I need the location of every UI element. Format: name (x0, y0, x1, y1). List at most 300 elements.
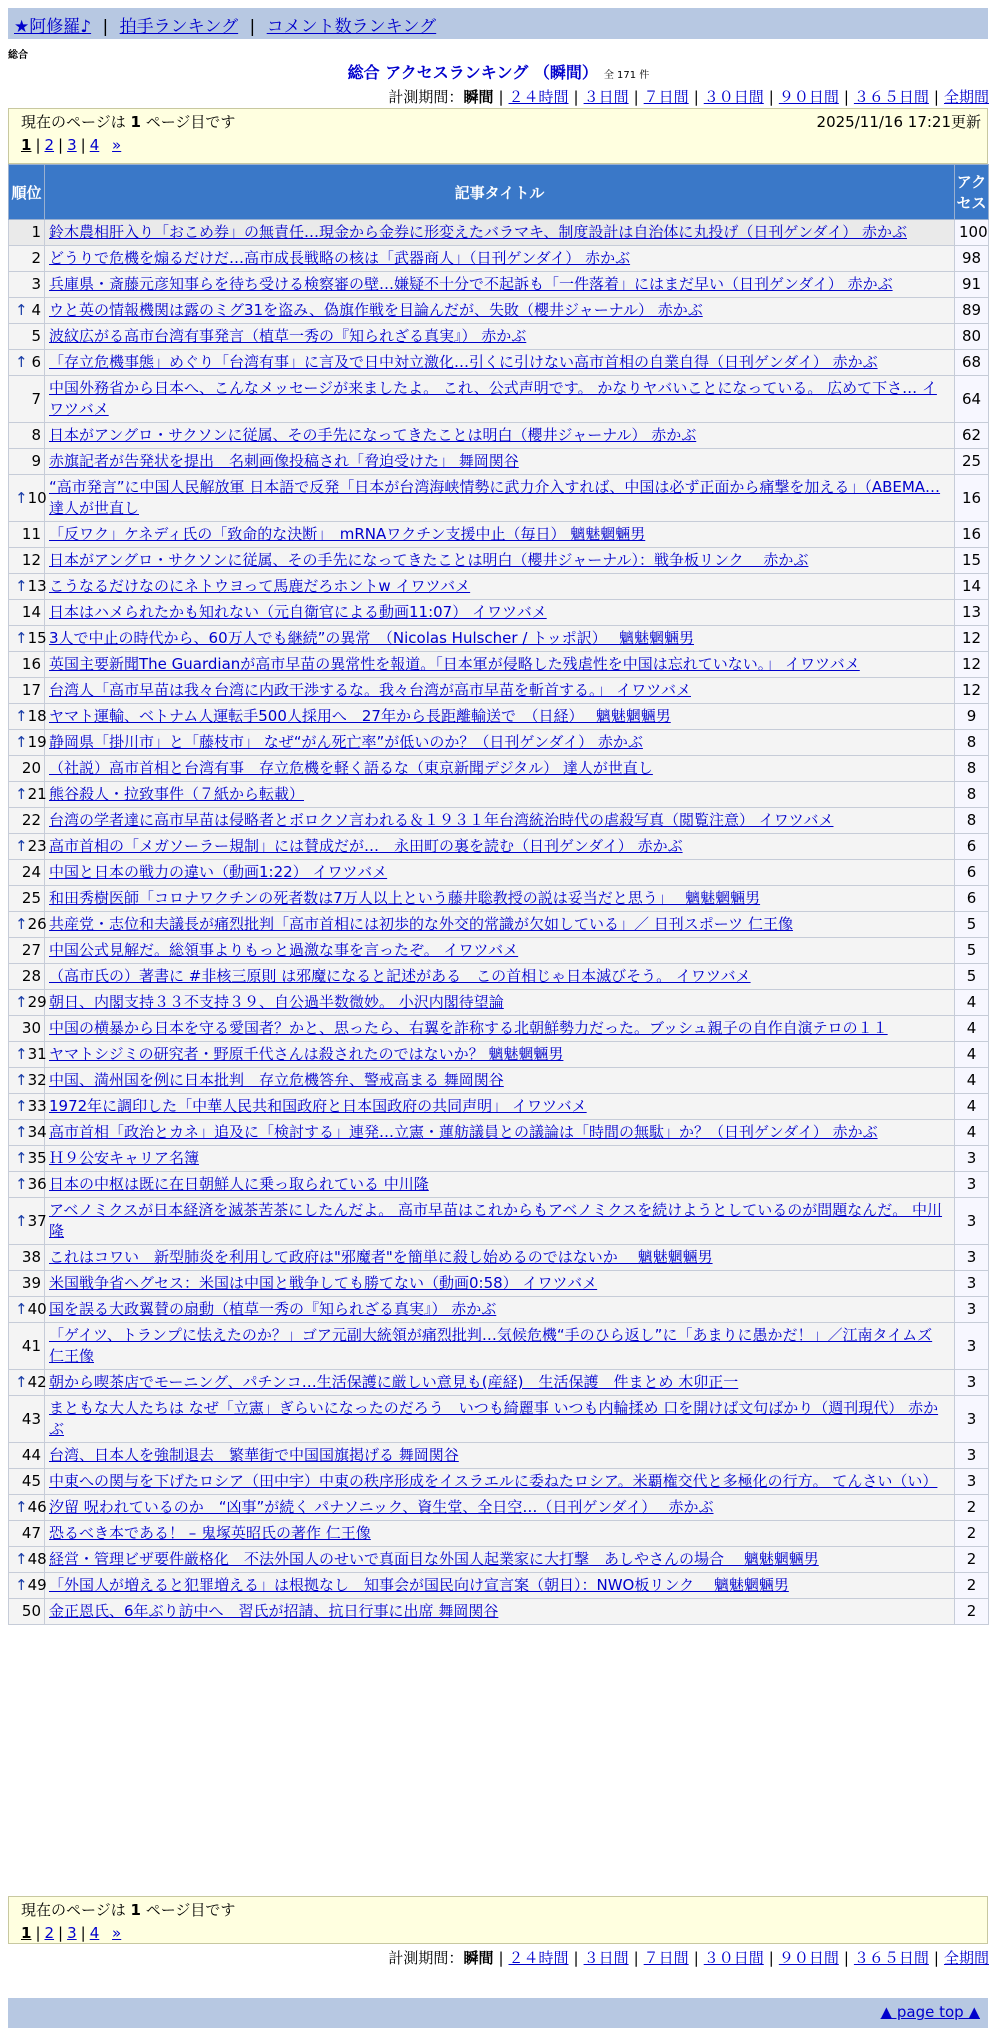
title-cell (45, 1573, 955, 1599)
title-cell (45, 834, 955, 860)
access-count: 8 (955, 782, 989, 808)
title-cell (45, 350, 955, 376)
period-option-link[interactable]: ３０日間 (703, 1949, 764, 1967)
article-title-link[interactable]: 国を誤る大政翼賛の扇動（植草一秀の『知られざる真実』） 赤かぶ (49, 1300, 497, 1318)
page-link[interactable]: 2 (44, 136, 55, 154)
next-page-link[interactable]: » (112, 1924, 122, 1942)
page-link[interactable]: 3 (67, 1924, 77, 1942)
bottom-bar (8, 1998, 988, 2028)
rank-number: 9 (31, 452, 41, 470)
page-separator: | (80, 1924, 86, 1942)
title-cell (45, 1521, 955, 1547)
rank-up-arrow-icon: ↑ (15, 785, 28, 803)
article-title-link[interactable]: 金正恩氏、6年ぶり訪中へ 習氏が招請、抗日行事に出席 舞岡関谷 (49, 1602, 499, 1620)
article-title-link[interactable]: 中東への関与を下げたロシア（田中宇）中東の秩序形成をイスラエルに委ねたロシア。米覇権交代と多極化の行方。 てんさい（い） (49, 1472, 938, 1490)
article-title-link[interactable]: 日本はハメられたかも知れない（元自衛官による動画11:07） イワツバメ (49, 603, 547, 621)
rank-cell (9, 990, 45, 1016)
rank-cell (9, 298, 45, 324)
rank-number: 1 (31, 223, 41, 241)
period-label: 計測期間： (388, 1949, 464, 1967)
article-title-link[interactable]: （社説）高市首相と台湾有事 存立危機を軽く語るな（東京新聞デジタル） 達人が世直し (49, 759, 653, 777)
article-title-link[interactable]: 「外国人が増えると犯罪増える」は根拠なし 知事会が国民向け宣言案（朝日）：NWO板リンク 魑魅魍魎男 (49, 1576, 789, 1594)
table-row (9, 298, 989, 324)
period-separator: | (498, 88, 504, 106)
page-top-link[interactable]: ▲ page top ▲ (880, 2003, 980, 2021)
rank-up-arrow-icon: ↑ (15, 301, 28, 319)
period-option-link[interactable]: ７日間 (643, 1949, 689, 1967)
article-title-link[interactable]: 台湾人「高市早苗は我々台湾に内政干渉するな。我々台湾が高市早苗を斬首する。」 イワツバメ (49, 681, 691, 699)
title-cell (45, 912, 955, 938)
title-cell (45, 626, 955, 652)
rank-cell (9, 652, 45, 678)
article-title-link[interactable]: 経営・管理ビザ要件厳格化 不法外国人のせいで真面目な外国人起業家に大打撃 あしやさんの場合 魑魅魍魎男 (49, 1550, 819, 1568)
table-row (9, 324, 989, 350)
access-count: 4 (955, 1016, 989, 1042)
access-count: 15 (955, 548, 989, 574)
title-cell (45, 652, 955, 678)
rank-number: 20 (21, 759, 41, 777)
title-cell (45, 1547, 955, 1573)
article-title-link[interactable]: ヤマトシジミの研究者・野原千代さんは殺されたのではないか？ 魑魅魍魎男 (49, 1045, 564, 1063)
table-row (9, 964, 989, 990)
access-count: 4 (955, 1042, 989, 1068)
title-cell (45, 298, 955, 324)
rank-number: 46 (27, 1498, 47, 1516)
rank-number: 38 (21, 1248, 41, 1266)
access-count: 14 (955, 574, 989, 600)
rank-number: 37 (27, 1211, 47, 1230)
rank-cell (9, 1271, 45, 1297)
title-cell (45, 1495, 955, 1521)
access-count: 6 (955, 860, 989, 886)
period-separator: | (693, 1949, 699, 1967)
article-title-link[interactable]: 中国と日本の戦力の違い（動画1:22） イワツバメ (49, 863, 388, 881)
rank-number: 16 (21, 655, 41, 673)
article-title-link[interactable]: 台湾の学者達に高市早苗は侵略者とボロクソ言われる＆１９３１年台湾統治時代の虐殺写真（閲覧注意） イワツバメ (49, 811, 834, 829)
access-count: 3 (955, 1146, 989, 1172)
table-row (9, 246, 989, 272)
table-row (9, 1370, 989, 1396)
rank-number: 7 (31, 389, 41, 408)
rank-cell (9, 756, 45, 782)
title-cell (45, 1172, 955, 1198)
rank-cell (9, 574, 45, 600)
article-title-link[interactable]: 赤旗記者が告発状を提出 名刺画像投稿され「脅迫受けた」 舞岡関谷 (49, 452, 519, 470)
access-count: 8 (955, 808, 989, 834)
title-cell (45, 704, 955, 730)
rank-number: 43 (21, 1409, 41, 1428)
rank-cell (9, 626, 45, 652)
access-count: 25 (955, 449, 989, 475)
table-row (9, 220, 989, 246)
rank-cell (9, 1016, 45, 1042)
rank-number: 24 (21, 863, 41, 881)
article-title-link[interactable]: 「反ワク」ケネディ氏の「致命的な決断」 mRNAワクチン支援中止（毎日） 魑魅魍魎男 (49, 525, 646, 543)
title-cell (45, 730, 955, 756)
article-title-link[interactable]: 熊谷殺人・拉致事件（７紙から転載） (49, 785, 305, 803)
table-row (9, 626, 989, 652)
article-title-link[interactable]: ウと英の情報機関は露のミグ31を盗み、偽旗作戦を目論んだが、失敗（櫻井ジャーナル） 赤かぶ (49, 301, 703, 319)
home-link[interactable]: ★阿修羅♪ (14, 17, 92, 37)
col-title-header: 記事タイトル (45, 165, 955, 220)
table-header-row (9, 165, 989, 220)
table-row (9, 990, 989, 1016)
article-title-link[interactable]: 高市首相「政治とカネ」追及に「検討する」連発…立憲・蓮舫議員との議論は「時間の無駄」か？（日刊ゲンダイ） 赤かぶ (49, 1123, 878, 1141)
rank-number: 18 (27, 707, 47, 725)
period-separator: | (768, 1949, 774, 1967)
article-title-link[interactable]: 兵庫県・斎藤元彦知事らを待ち受ける検察審の壁…嫌疑不十分で不起訴も「一件落着」にはまだ早い（日刊ゲンダイ） 赤かぶ (49, 275, 893, 293)
article-title-link[interactable]: どうりで危機を煽るだけだ…高市成長戦略の核は「武器商人」（日刊ゲンダイ） 赤かぶ (49, 249, 631, 267)
table-row (9, 522, 989, 548)
title-cell (45, 272, 955, 298)
rank-number: 39 (21, 1274, 41, 1292)
rank-cell (9, 1042, 45, 1068)
table-row (9, 1396, 989, 1443)
period-option-link[interactable]: ９０日間 (778, 1949, 839, 1967)
breadcrumb: 総合 (8, 50, 28, 61)
access-count: 62 (955, 423, 989, 449)
article-title-link[interactable]: 汐留 呪われているのか “凶事”が続く パナソニック、資生堂、全日空…（日刊ゲンダイ） 赤かぶ (49, 1498, 714, 1516)
rank-cell (9, 1172, 45, 1198)
article-title-link[interactable]: 「ゲイツ、トランプに怯えたのか？」ゴア元副大統領が痛烈批判…気候危機“手のひら返し”に「あまりに愚かだ！」／江南タイムズ 仁王像 (49, 1326, 933, 1365)
title-cell (45, 376, 955, 423)
article-title-link[interactable]: こうなるだけなのにネトウヨって馬鹿だろホントw イワツバメ (49, 577, 471, 595)
rank-cell (9, 1323, 45, 1370)
comment-ranking-link[interactable]: コメント数ランキング (266, 17, 437, 37)
next-page-link[interactable]: » (112, 136, 122, 154)
article-title-link[interactable]: まともな大人たちは なぜ「立憲」ぎらいになったのだろう いつも綺麗事 いつも内輪揉め 口を開けば文句ばかり（週刊現代） 赤かぶ (49, 1399, 939, 1438)
period-option-link[interactable]: ３０日間 (703, 88, 764, 106)
article-title-link[interactable]: 鈴木農相肝入り「おこめ券」の無責任…現金から金券に形変えたバラマキ、制度設計は自治体に丸投げ（日刊ゲンダイ） 赤かぶ (49, 223, 907, 241)
rank-cell (9, 350, 45, 376)
access-count: 4 (955, 990, 989, 1016)
rank-cell (9, 1146, 45, 1172)
rank-number: 28 (21, 967, 41, 985)
rank-cell (9, 1094, 45, 1120)
rank-up-arrow-icon: ↑ (15, 1498, 28, 1516)
table-row (9, 272, 989, 298)
rank-number: 48 (27, 1550, 47, 1568)
title-cell (45, 1370, 955, 1396)
article-title-link[interactable]: Ｈ９公安キャリア名簿 (49, 1149, 200, 1167)
access-count: 3 (955, 1172, 989, 1198)
article-title-link[interactable]: 1972年に調印した「中華人民共和国政府と日本国政府の共同声明」 イワツバメ (49, 1097, 587, 1115)
page-link[interactable]: 2 (44, 1924, 55, 1942)
rank-cell (9, 860, 45, 886)
access-count: 2 (955, 1495, 989, 1521)
article-title-link[interactable]: 台湾、日本人を強制退去 繁華街で中国国旗掲げる 舞岡関谷 (49, 1446, 459, 1464)
article-title-link[interactable]: アベノミクスが日本経済を滅茶苦茶にしたんだよ。 高市早苗はこれからもアベノミクスを続けようとしているのが問題なんだ。 中川隆 (49, 1201, 943, 1240)
article-title-link[interactable]: 日本の中枢は既に在日朝鮮人に乗っ取られている 中川隆 (49, 1175, 429, 1193)
table-row (9, 376, 989, 423)
rank-cell (9, 730, 45, 756)
access-count: 8 (955, 730, 989, 756)
period-label: 計測期間： (388, 88, 464, 106)
table-row (9, 1245, 989, 1271)
article-title-link[interactable]: 3人で中止の時代から、60万人でも継続”の異常 （Nicolas Hulscher / トッポ訳） 魑魅魍魎男 (49, 629, 694, 647)
rank-number: 13 (27, 577, 47, 595)
rank-number: 35 (27, 1149, 47, 1167)
access-count: 100 (955, 220, 989, 246)
period-separator: | (768, 88, 774, 106)
period-separator: | (573, 1949, 579, 1967)
rank-number: 33 (27, 1097, 47, 1115)
paging-box-top (8, 108, 988, 164)
rank-up-arrow-icon: ↑ (15, 353, 28, 371)
period-separator: | (933, 88, 939, 106)
access-count: 12 (955, 626, 989, 652)
clap-ranking-link[interactable]: 拍手ランキング (119, 17, 239, 37)
rank-up-arrow-icon: ↑ (15, 488, 28, 507)
access-count: 91 (955, 272, 989, 298)
period-option-link[interactable]: ３６５日間 (853, 88, 929, 106)
article-title-link[interactable]: （高市氏の）著書に #非核三原則 は邪魔になると記述がある この首相じゃ日本滅びそう。 イワツバメ (49, 967, 751, 985)
table-row (9, 475, 989, 522)
page-separator (103, 136, 108, 154)
page-link[interactable]: 3 (67, 136, 77, 154)
rank-up-arrow-icon: ↑ (15, 1211, 28, 1230)
title-cell (45, 1469, 955, 1495)
access-count: 4 (955, 1094, 989, 1120)
article-title-link[interactable]: 中国の横暴から日本を守る愛国者？かと、思ったら、右翼を詐称する北朝鮮勢力だった。ブッシュ親子の自作自演テロの１１ (49, 1019, 888, 1037)
nav-separator: | (102, 17, 109, 37)
rank-up-arrow-icon: ↑ (15, 577, 28, 595)
page-title-text: 総合 アクセスランキング （瞬間） (347, 63, 598, 82)
table-row (9, 1521, 989, 1547)
title-cell (45, 574, 955, 600)
current-page-number: 1 (130, 1901, 141, 1919)
table-row (9, 1172, 989, 1198)
rank-number: 8 (31, 426, 41, 444)
access-count: 5 (955, 912, 989, 938)
rank-up-arrow-icon: ↑ (15, 733, 28, 751)
access-count: 5 (955, 964, 989, 990)
rank-number: 40 (27, 1300, 47, 1318)
title-cell (45, 1146, 955, 1172)
rank-number: 6 (31, 353, 41, 371)
article-title-link[interactable]: 日本がアングロ・サクソンに従属、その手先になってきたことは明白（櫻井ジャーナル） 赤かぶ (49, 426, 697, 444)
rank-cell (9, 220, 45, 246)
page-separator: | (58, 1924, 64, 1942)
period-separator: | (633, 88, 639, 106)
period-option-link[interactable]: ３６５日間 (853, 1949, 929, 1967)
title-cell (45, 756, 955, 782)
rank-up-arrow-icon: ↑ (15, 1045, 28, 1063)
rank-number: 17 (21, 681, 41, 699)
article-title-link[interactable]: 中国外務省から日本へ、こんなメッセージが来ましたよ。 これ、公式声明です。 かなりヤバいことになっている。 広めて下さ… イワツバメ (49, 379, 937, 418)
rank-number: 47 (21, 1524, 41, 1542)
rank-number: 2 (31, 249, 41, 267)
table-row (9, 886, 989, 912)
table-row (9, 860, 989, 886)
article-title-link[interactable]: “高市発言”に中国人民解放軍 日本語で反発「日本が台湾海峡情勢に武力介入すれば、中国は必ず正面から痛撃を加える」（ABEMA… 達人が世直し (49, 478, 941, 517)
table-row (9, 548, 989, 574)
rank-cell (9, 1396, 45, 1443)
rank-number: 10 (27, 488, 47, 507)
article-title-link[interactable]: 朝日、内閣支持３３不支持３９、自公過半数微妙。 小沢内閣待望論 (49, 993, 504, 1011)
rank-cell (9, 1521, 45, 1547)
period-separator: | (933, 1949, 939, 1967)
rank-number: 14 (21, 603, 41, 621)
table-row (9, 756, 989, 782)
access-count: 3 (955, 1443, 989, 1469)
period-option-link[interactable]: ９０日間 (778, 88, 839, 106)
table-row (9, 1323, 989, 1370)
ranking-table (8, 164, 989, 1625)
col-rank-header: 順位 (9, 165, 45, 220)
rank-cell (9, 1495, 45, 1521)
rank-number: 31 (27, 1045, 47, 1063)
period-option-link[interactable]: ２４時間 (508, 88, 569, 106)
rank-number: 22 (21, 811, 41, 829)
rank-number: 5 (31, 327, 41, 345)
title-cell (45, 678, 955, 704)
table-row (9, 1120, 989, 1146)
access-count: 16 (955, 475, 989, 522)
current-page: 1 (21, 1924, 32, 1942)
rank-number: 32 (27, 1071, 47, 1089)
period-separator: | (633, 1949, 639, 1967)
access-count: 9 (955, 704, 989, 730)
rank-cell (9, 1599, 45, 1625)
top-nav-bar (8, 8, 988, 39)
article-title-link[interactable]: 静岡県「掛川市」と「藤枝市」 なぜ“がん死亡率”が低いのか？（日刊ゲンダイ） 赤かぶ (49, 733, 643, 751)
title-cell (45, 1120, 955, 1146)
total-count: 全 171 件 (603, 70, 650, 81)
title-cell (45, 1094, 955, 1120)
access-count: 64 (955, 376, 989, 423)
title-cell (45, 1297, 955, 1323)
table-row (9, 1016, 989, 1042)
period-option-link[interactable]: ３日間 (583, 88, 629, 106)
article-title-link[interactable]: 英国主要新聞The Guardianが高市早苗の異常性を報道。「日本軍が侵略した残虐性を中国は忘れていない。」 イワツバメ (49, 655, 860, 673)
page-separator: | (58, 136, 64, 154)
rank-number: 42 (27, 1373, 47, 1391)
table-row (9, 938, 989, 964)
table-row (9, 912, 989, 938)
title-cell (45, 1271, 955, 1297)
title-cell (45, 990, 955, 1016)
page-link[interactable]: 4 (89, 1924, 100, 1942)
rank-up-arrow-icon: ↑ (15, 915, 28, 933)
title-cell (45, 1016, 955, 1042)
period-separator: | (573, 88, 579, 106)
title-cell (45, 1599, 955, 1625)
period-option-link[interactable]: ３日間 (583, 1949, 629, 1967)
article-title-link[interactable]: 日本がアングロ・サクソンに従属、その手先になってきたことは明白（櫻井ジャーナル）：戦争板リンク 赤かぶ (49, 551, 809, 569)
access-count: 68 (955, 350, 989, 376)
table-row (9, 1469, 989, 1495)
access-count: 2 (955, 1547, 989, 1573)
page-status: 現在のページは 1 ページ目です (21, 113, 236, 131)
article-title-link[interactable]: 波紋広がる高市台湾有事発言（植草一秀の『知られざる真実』） 赤かぶ (49, 327, 527, 345)
period-option-link[interactable]: 全期間 (943, 88, 989, 106)
rank-number: 34 (27, 1123, 47, 1141)
title-cell (45, 449, 955, 475)
rank-cell (9, 600, 45, 626)
access-count: 3 (955, 1323, 989, 1370)
table-row (9, 1094, 989, 1120)
access-count: 80 (955, 324, 989, 350)
rank-number: 44 (21, 1446, 41, 1464)
rank-number: 4 (31, 301, 41, 319)
rank-cell (9, 1297, 45, 1323)
title-cell (45, 1198, 955, 1245)
article-title-link[interactable]: 恐るべき本である！ – 鬼塚英昭氏の著作 仁王像 (49, 1524, 371, 1542)
rank-cell (9, 1469, 45, 1495)
current-page: 1 (21, 136, 32, 154)
table-row (9, 1599, 989, 1625)
access-count: 3 (955, 1297, 989, 1323)
page-separator: | (35, 136, 41, 154)
rank-cell (9, 1120, 45, 1146)
title-cell (45, 522, 955, 548)
table-row (9, 1573, 989, 1599)
rank-cell (9, 1547, 45, 1573)
nav-separator: | (249, 17, 256, 37)
title-cell (45, 782, 955, 808)
table-row (9, 449, 989, 475)
title-cell (45, 246, 955, 272)
table-row (9, 730, 989, 756)
rank-up-arrow-icon: ↑ (15, 1123, 28, 1141)
article-title-link[interactable]: 共産党・志位和夫議長が痛烈批判「高市首相には初歩的な外交的常識が欠如している」／ 日刊スポーツ 仁王像 (49, 915, 793, 933)
table-row (9, 1042, 989, 1068)
page-link[interactable]: 4 (89, 136, 100, 154)
table-row (9, 1271, 989, 1297)
article-title-link[interactable]: 米国戦争省ヘグセス：米国は中国と戦争しても勝てない（動画0:58） イワツバメ (49, 1274, 598, 1292)
updated-time: 2025/11/16 17:21更新 (816, 113, 981, 131)
article-title-link[interactable]: ヤマト運輸、ベトナム人運転手500人採用へ 27年から長距離輸送で （日経） 魑魅魍魎男 (49, 707, 671, 725)
article-title-link[interactable]: 中国、満州国を例に日本批判 存立危機答弁、警戒高まる 舞岡関谷 (49, 1071, 504, 1089)
access-count: 4 (955, 1120, 989, 1146)
rank-number: 41 (21, 1336, 41, 1355)
table-row (9, 1547, 989, 1573)
article-title-link[interactable]: これはコワい 新型肺炎を利用して政府は"邪魔者"を簡単に殺し始めるのではないか 魑魅魍魎男 (49, 1248, 713, 1266)
article-title-link[interactable]: 「存立危機事態」めぐり「台湾有事」に言及で日中対立激化…引くに引けない高市首相の自業自得（日刊ゲンダイ） 赤かぶ (49, 353, 878, 371)
access-count: 3 (955, 1198, 989, 1245)
period-option-link[interactable]: 全期間 (943, 1949, 989, 1967)
rank-number: 49 (27, 1576, 47, 1594)
rank-number: 27 (21, 941, 41, 959)
period-separator: | (843, 88, 849, 106)
rank-cell (9, 782, 45, 808)
title-cell (45, 423, 955, 449)
rank-up-arrow-icon: ↑ (15, 993, 28, 1011)
title-cell (45, 938, 955, 964)
period-separator: | (498, 1949, 504, 1967)
article-title-link[interactable]: 和田秀樹医師「コロナワクチンの死者数は7万人以上という藤井聡教授の説は妥当だと思う」 魑魅魍魎男 (49, 889, 761, 907)
rank-up-arrow-icon: ↑ (15, 1071, 28, 1089)
access-count: 13 (955, 600, 989, 626)
rank-cell (9, 324, 45, 350)
rank-number: 29 (27, 993, 47, 1011)
period-current: 瞬間 (463, 88, 494, 106)
article-title-link[interactable]: 朝から喫茶店でモーニング、パチンコ…生活保護に厳しい意見も(産経) 生活保護 件まとめ 木卯正一 (49, 1373, 739, 1391)
period-option-link[interactable]: ２４時間 (508, 1949, 569, 1967)
table-row (9, 1146, 989, 1172)
table-row (9, 834, 989, 860)
page-status: 現在のページは 1 ページ目です (21, 1901, 236, 1919)
rank-cell (9, 834, 45, 860)
rank-up-arrow-icon: ↑ (15, 1550, 28, 1568)
period-option-link[interactable]: ７日間 (643, 88, 689, 106)
rank-number: 19 (27, 733, 47, 751)
table-row (9, 1068, 989, 1094)
article-title-link[interactable]: 中国公式見解だ。総領事よりもっと過激な事を言ったぞ。 イワツバメ (49, 941, 519, 959)
access-count: 4 (955, 1068, 989, 1094)
article-title-link[interactable]: 高市首相の「メガソーラー規制」には賛成だが… 永田町の裏を読む（日刊ゲンダイ） 赤かぶ (49, 837, 683, 855)
